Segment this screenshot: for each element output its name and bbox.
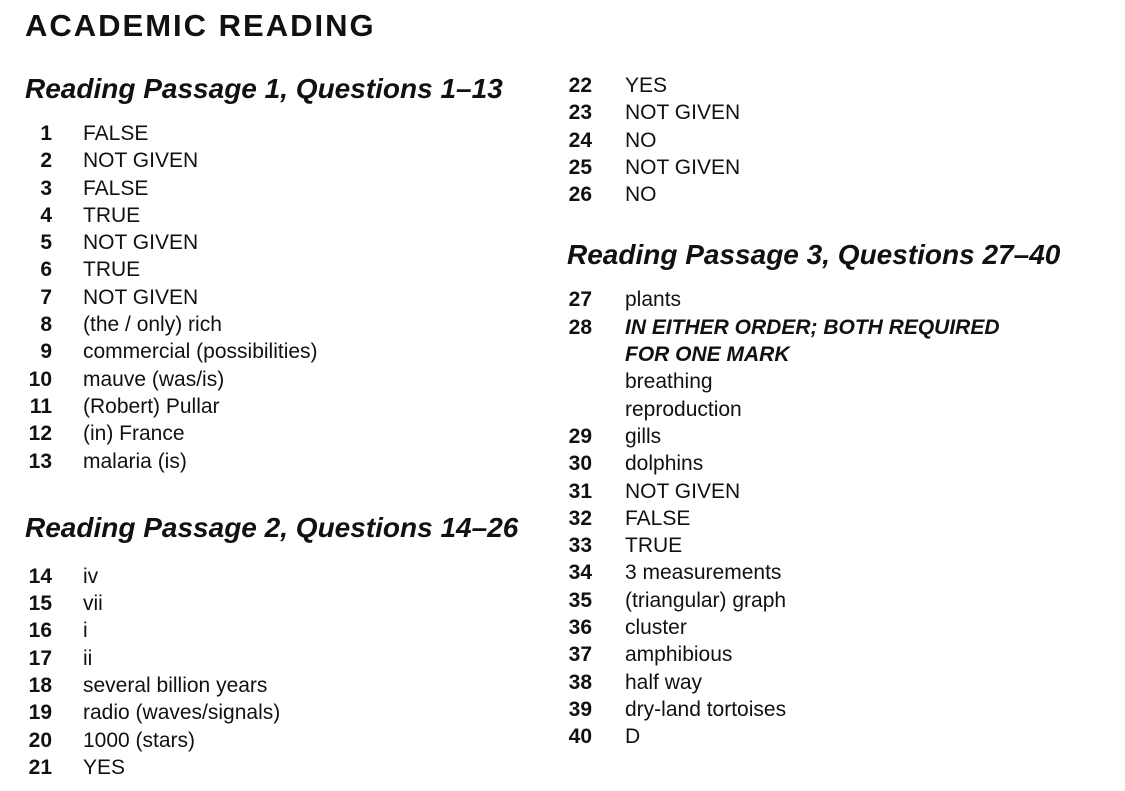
answer-text: TRUE: [83, 258, 141, 282]
answer-row: [567, 723, 1107, 750]
right-column: [567, 72, 1107, 751]
question-number: 11: [29, 394, 52, 418]
answer-row: [25, 175, 545, 202]
answer-row: [567, 127, 1107, 154]
answer-row: [25, 448, 545, 475]
passage2-heading: Reading Passage 2, Questions 14–26: [25, 511, 519, 543]
question-number: 34: [568, 561, 592, 585]
answer-row: [567, 341, 1107, 368]
question-number: 12: [28, 422, 52, 446]
answer-text: FALSE: [625, 506, 691, 530]
answer-text: NOT GIVEN: [625, 155, 741, 179]
answer-row: [25, 672, 545, 699]
left-column: [25, 72, 545, 781]
answer-row: [567, 669, 1107, 696]
page-title: ACADEMIC READING: [25, 8, 376, 43]
answer-row: [567, 641, 1107, 668]
question-number: 29: [568, 424, 592, 448]
question-number: 25: [568, 155, 592, 179]
answer-text: TRUE: [625, 534, 683, 558]
question-number: 22: [568, 74, 592, 97]
question-number: 26: [568, 183, 592, 207]
answer-text: dolphins: [625, 452, 704, 476]
answer-row: [567, 505, 1107, 532]
answer-row: [567, 587, 1107, 614]
question-number: 8: [40, 313, 52, 337]
answer-row: [25, 754, 545, 781]
answer-row: [567, 72, 1107, 99]
question-number: 6: [40, 258, 52, 282]
question-number: 21: [28, 755, 52, 779]
answer-text: radio (waves/signals): [83, 701, 281, 725]
answer-text: FALSE: [83, 122, 149, 145]
question-number: 3: [40, 176, 52, 200]
answer-row: [567, 99, 1107, 126]
answer-text: (in) France: [83, 422, 185, 446]
answer-text: NO: [625, 128, 657, 152]
answer-text: half way: [625, 670, 703, 694]
question-number: 37: [568, 643, 592, 667]
passage2-answer-list: [25, 563, 545, 781]
answer-row: [25, 590, 545, 617]
answer-note: IN EITHER ORDER; BOTH REQUIRED: [625, 315, 1000, 339]
answer-row: [25, 420, 545, 447]
question-number: 39: [568, 697, 592, 721]
answer-row: [567, 396, 1107, 423]
answer-text: TRUE: [83, 203, 141, 227]
answer-text: NOT GIVEN: [83, 149, 199, 173]
answer-text: NOT GIVEN: [83, 285, 199, 309]
answer-text: ii: [83, 646, 93, 670]
answer-row: [567, 154, 1107, 181]
answer-text: NOT GIVEN: [83, 231, 199, 255]
answer-text: (triangular) graph: [625, 588, 787, 612]
question-number: 35: [568, 588, 592, 612]
answer-text: (the / only) rich: [83, 313, 222, 337]
question-number: 5: [40, 231, 52, 255]
answer-text: NO: [625, 183, 657, 207]
question-number: 2: [40, 149, 52, 173]
answer-text: 3 measurements: [625, 561, 782, 585]
answer-row: [25, 284, 545, 311]
answer-row: [25, 229, 545, 256]
passage3-heading: Reading Passage 3, Questions 27–40: [567, 239, 1061, 271]
question-number: 40: [568, 725, 592, 749]
answer-row: [567, 532, 1107, 559]
question-number: 24: [568, 128, 592, 152]
question-number: 33: [568, 534, 592, 558]
answer-text: i: [83, 619, 88, 643]
answer-row: [25, 338, 545, 365]
answer-row: [25, 311, 545, 338]
answer-text: amphibious: [625, 643, 733, 667]
question-number: 13: [28, 449, 52, 473]
answer-row: [567, 614, 1107, 641]
question-number: 27: [568, 288, 592, 312]
question-number: 38: [568, 670, 592, 694]
question-number: 17: [28, 646, 52, 670]
answer-row: [25, 645, 545, 672]
answer-row: [567, 696, 1107, 723]
question-number: 10: [28, 367, 52, 391]
question-number: 19: [28, 701, 52, 725]
answer-row: [25, 699, 545, 726]
answer-row: [567, 423, 1107, 450]
question-number: 16: [28, 619, 52, 643]
answer-text: plants: [625, 288, 682, 312]
answer-row: [25, 366, 545, 393]
answer-row: [25, 202, 545, 229]
answer-row: [567, 368, 1107, 395]
answer-text: breathing: [625, 370, 713, 394]
passage1-heading: Reading Passage 1, Questions 1–13: [25, 73, 503, 104]
question-number: 30: [568, 452, 592, 476]
answer-row: [25, 256, 545, 283]
passage3-answer-list: [567, 286, 1107, 750]
answer-text: dry-land tortoises: [625, 697, 787, 721]
answer-row: [567, 559, 1107, 586]
question-number: 32: [568, 506, 592, 530]
answer-row: [25, 617, 545, 644]
answer-text: D: [625, 725, 641, 749]
answer-text: gills: [625, 424, 662, 448]
answer-text: YES: [83, 755, 126, 779]
question-number: 7: [40, 285, 52, 309]
answer-row: [25, 120, 545, 147]
answer-text: malaria (is): [83, 449, 187, 473]
question-number: 20: [28, 728, 52, 752]
passage2-answer-list-continued: [567, 72, 1107, 208]
question-number: 1: [40, 122, 52, 145]
answer-text: NOT GIVEN: [625, 479, 741, 503]
answer-text: 1000 (stars): [83, 728, 196, 752]
answer-row: [25, 393, 545, 420]
answer-text: FALSE: [83, 176, 149, 200]
answer-text: (Robert) Pullar: [83, 394, 220, 418]
answer-row: [567, 181, 1107, 208]
answer-text: iv: [83, 564, 99, 588]
answer-text: reproduction: [625, 397, 742, 421]
passage1-answer-list: [25, 120, 545, 475]
answer-row: [25, 727, 545, 754]
answer-row: [567, 314, 1107, 341]
answer-text: several billion years: [83, 674, 268, 698]
answer-text: YES: [625, 74, 668, 97]
answer-row: [567, 286, 1107, 313]
answer-text: mauve (was/is): [83, 367, 225, 391]
question-number: 9: [40, 340, 52, 364]
answer-row: [25, 147, 545, 174]
answer-row: [567, 450, 1107, 477]
question-number: 4: [40, 203, 52, 227]
answer-text: commercial (possibilities): [83, 340, 318, 364]
answer-text: NOT GIVEN: [625, 101, 741, 125]
question-number: 18: [28, 674, 52, 698]
answer-row: [25, 563, 545, 590]
answer-note: FOR ONE MARK: [625, 343, 790, 367]
answer-text: cluster: [625, 616, 687, 640]
question-number: 23: [568, 101, 592, 125]
question-number: 15: [28, 592, 52, 616]
question-number: 28: [568, 315, 592, 339]
answer-text: vii: [83, 592, 103, 616]
question-number: 14: [28, 564, 52, 588]
answer-row: [567, 478, 1107, 505]
question-number: 31: [568, 479, 592, 503]
question-number: 36: [568, 616, 592, 640]
